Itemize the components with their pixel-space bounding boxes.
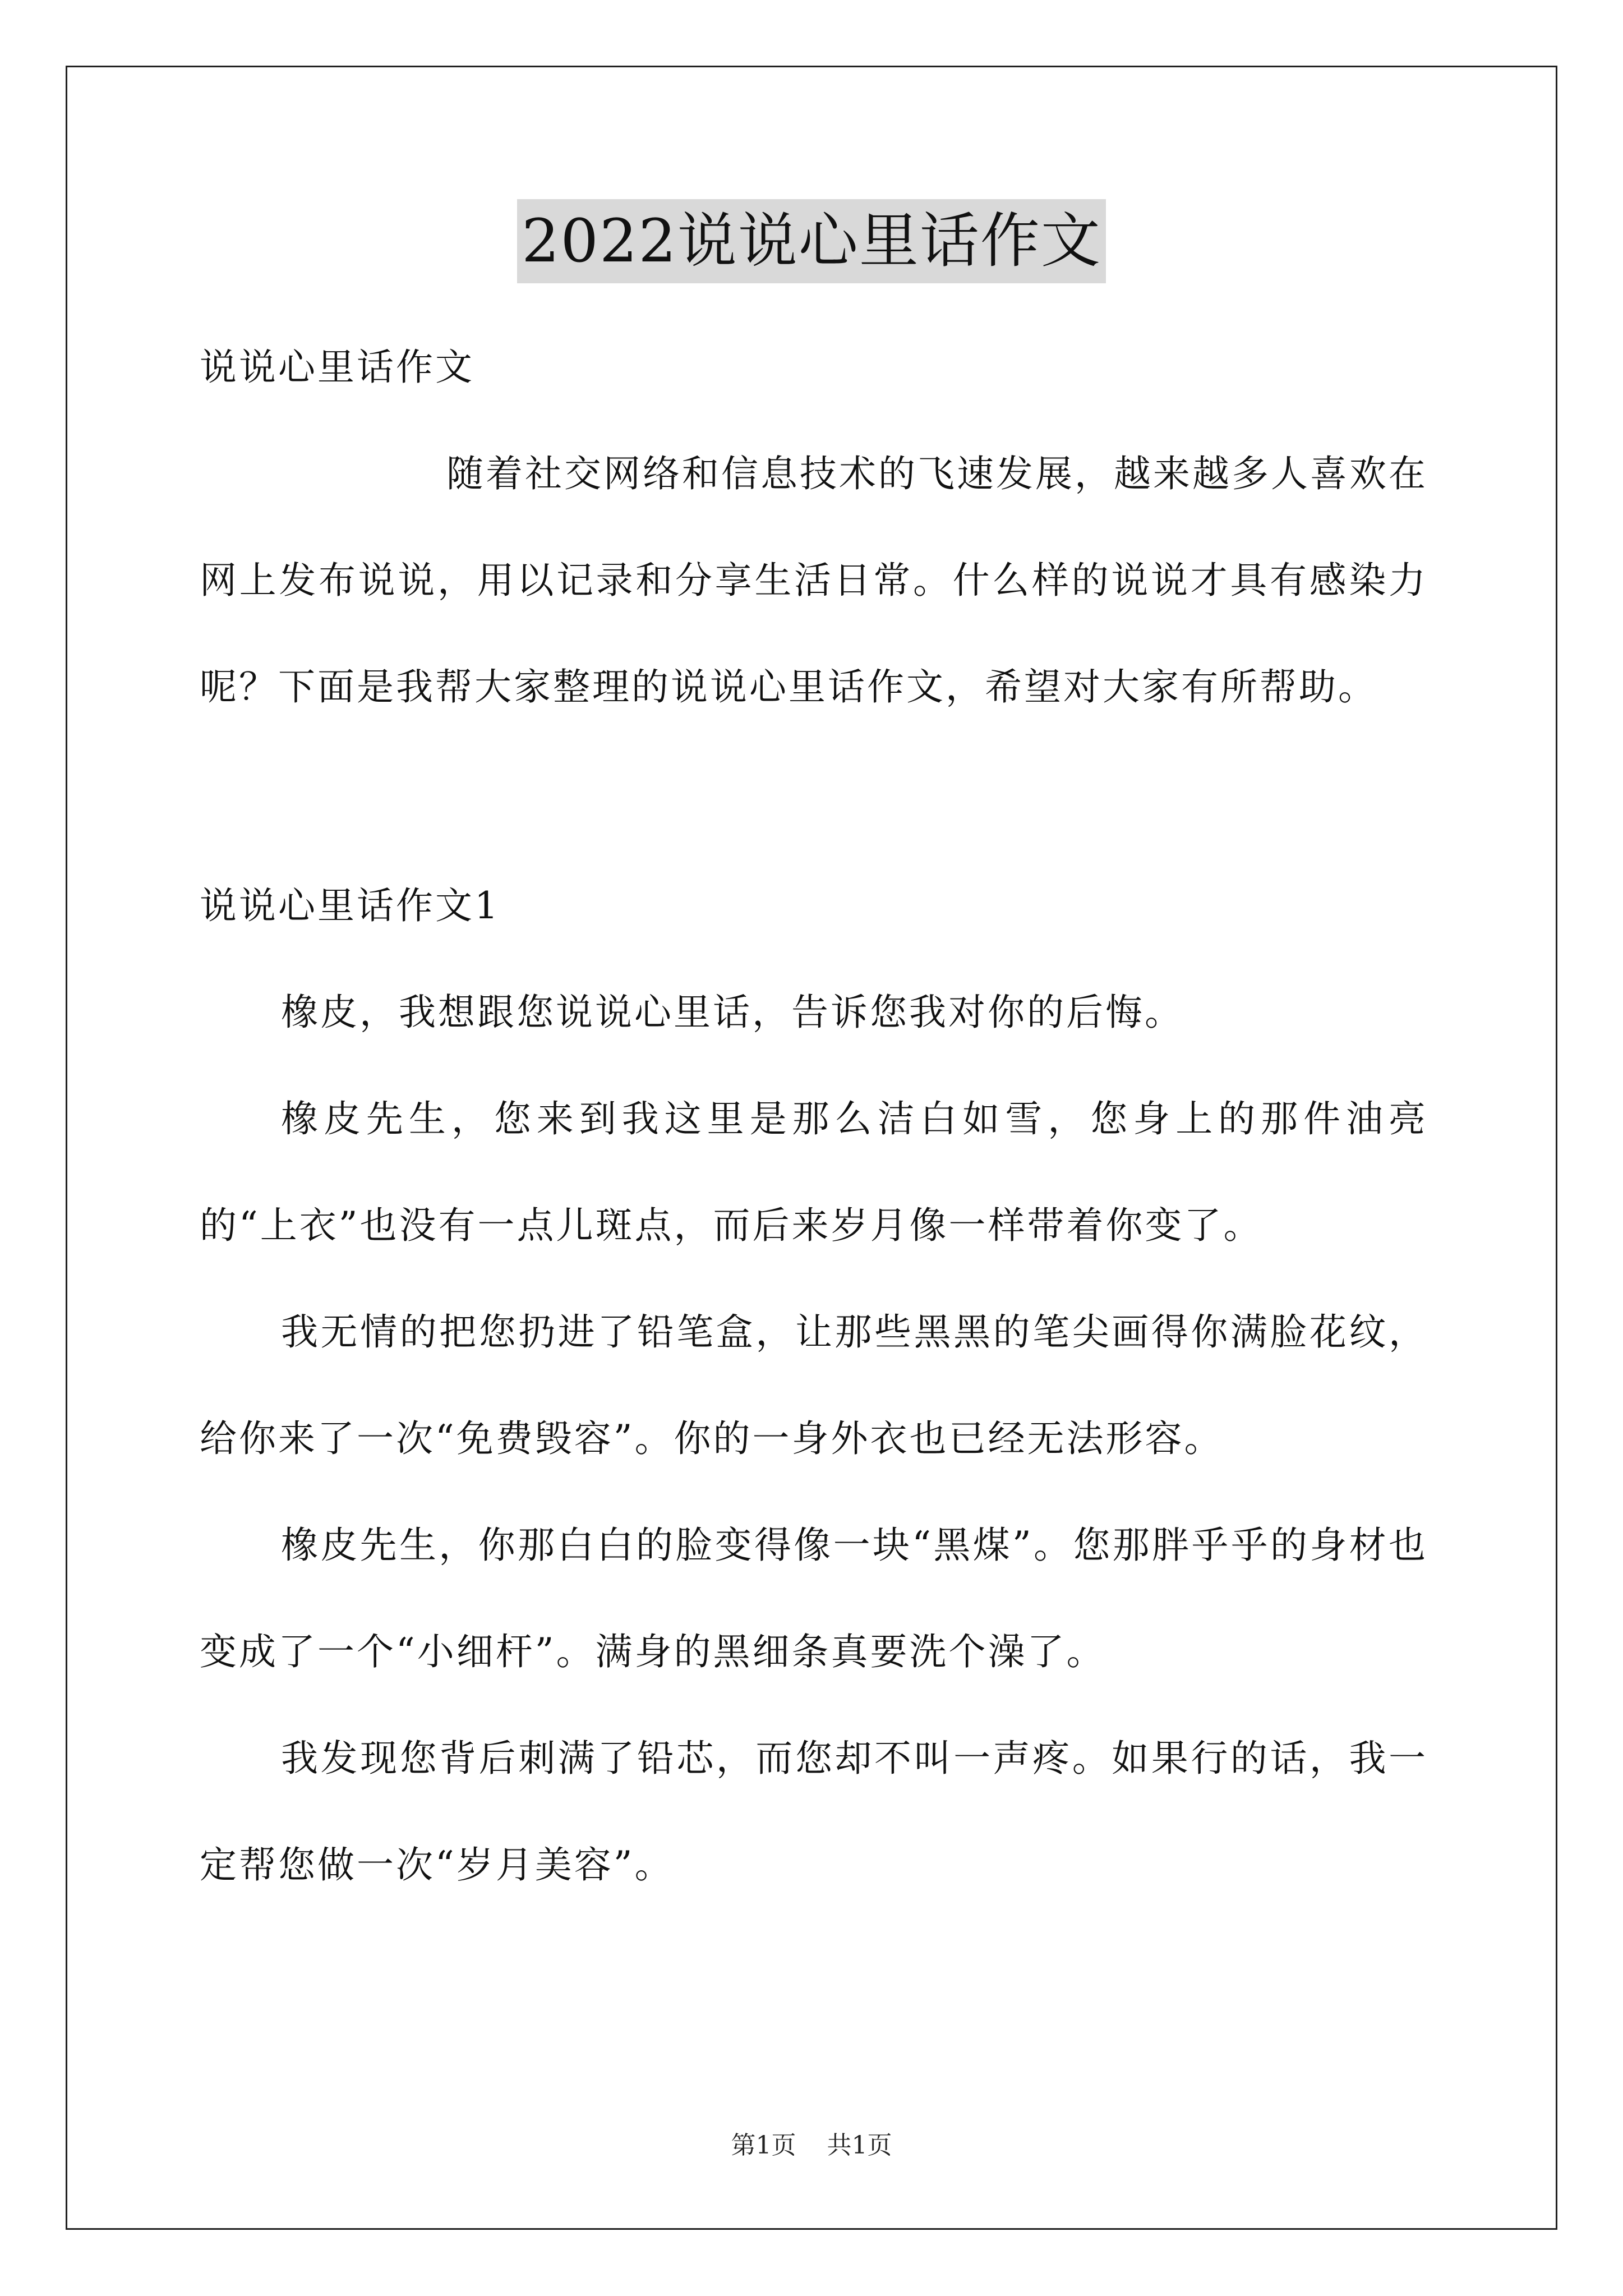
body-paragraph: 橡皮，我想跟您说说心里话，告诉您我对你的后悔。	[281, 991, 1184, 1034]
page-footer	[0, 2129, 1623, 2162]
section-spacer	[200, 740, 1428, 853]
section-heading: 说说心里话作文1	[200, 884, 500, 927]
body-paragraph: 橡皮先生，你那白白的脸变得像一块“黑煤”。您那胖乎乎的身材也变成了一个“小细杆”。满身的黑细条真要洗个澡了。	[200, 1524, 1428, 1673]
body-paragraph: 我发现您背后刺满了铅芯，而您却不叫一声疼。如果行的话，我一定帮您做一次“岁月美容”。	[200, 1737, 1428, 1887]
document-body	[200, 314, 1428, 1918]
title-container	[0, 199, 1623, 283]
body-paragraph: 橡皮先生，您来到我这里是那么洁白如雪，您身上的那件油亮的“上衣”也没有一点儿斑点，而后来岁月像一样带着你变了。	[200, 1097, 1428, 1247]
page-number-current: 第1页	[731, 2131, 796, 2160]
body-paragraph: 我无情的把您扔进了铅笔盒，让那些黑黑的笔尖画得你满脸花纹，给你来了一次“免费毁容”。你的一身外衣也已经无法形容。	[200, 1310, 1428, 1460]
page-number-total: 共1页	[827, 2131, 892, 2160]
subtitle: 说说心里话作文	[200, 346, 474, 389]
document-title: 2022说说心里话作文	[517, 199, 1106, 283]
intro-paragraph: 随着社交网络和信息技术的飞速发展，越来越多人喜欢在网上发布说说，用以记录和分享生活日常。什么样的说说才具有感染力呢？下面是我帮大家整理的说说心里话作文，希望对大家有所帮助。	[200, 452, 1428, 708]
